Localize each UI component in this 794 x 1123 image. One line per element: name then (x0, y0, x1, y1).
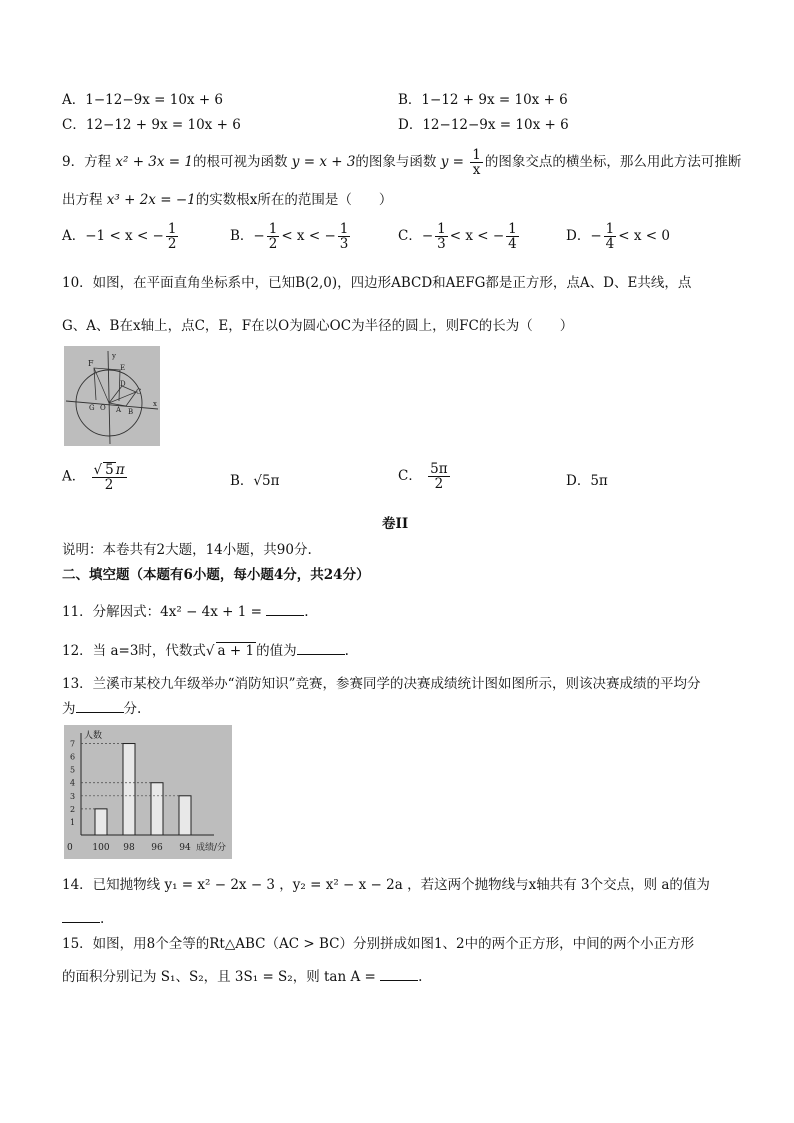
pi-symbol: π (115, 462, 125, 478)
x-tick-label: 100 (92, 843, 110, 853)
denominator: 3 (339, 236, 349, 253)
x-axis-label: 成绩/分 (196, 843, 227, 853)
numerator: 1 (508, 221, 517, 237)
y-tick-label: 4 (70, 778, 76, 788)
label-y: y (112, 352, 116, 360)
q9-option-c (398, 222, 521, 251)
fraction (604, 222, 617, 251)
q10-option-a (62, 462, 129, 492)
numerator: 1 (167, 221, 177, 237)
x-axis (66, 401, 158, 409)
option-label: A． (62, 92, 86, 108)
q9-stem: 的图象交点的横坐标，那么用此方法可推断 (484, 154, 742, 171)
option-label: C． (398, 228, 422, 245)
option-text: 1−12 + 9x = 10x + 6 (421, 92, 568, 108)
q11-text: . (304, 604, 309, 620)
label-f: F (88, 359, 94, 368)
label-x: x (153, 400, 157, 408)
q9-option-d (566, 222, 670, 251)
q8-option-b (398, 92, 568, 108)
option-text: − (421, 228, 434, 245)
q10-line2: G、A、B在x轴上，点C，E，F在以O为圆心OC为半径的圆上，则FC的长为（ ） (62, 318, 574, 334)
bar (179, 796, 191, 835)
q13-bar-chart (64, 725, 232, 859)
q10-option-d (566, 473, 608, 489)
q9-stem: 的实数根x所在的范围是（ ） (195, 192, 393, 208)
bar (95, 809, 107, 835)
q13-text: 分. (123, 701, 142, 717)
q10-geometry-figure (64, 346, 160, 446)
section-note: 说明：本卷共有2大题，14小题，共90分. (62, 542, 312, 558)
q9-stem: 的根可视为函数 (193, 154, 288, 171)
q10-option-c (398, 462, 452, 491)
q9-stem: 出方程 (62, 192, 103, 208)
y-tick-label: 7 (70, 739, 76, 749)
option-text: < x < − (281, 228, 336, 245)
y-tick-label: 2 (70, 804, 76, 814)
option-label: D． (566, 228, 591, 245)
fraction (428, 462, 449, 491)
origin-label: 0 (67, 843, 73, 853)
option-text: − (590, 228, 602, 245)
q9-stem: 的图象与函数 (355, 154, 437, 171)
denominator: 4 (508, 236, 517, 253)
q15-line1: 15．如图，用8个全等的Rt△ABC（AC > BC）分别拼成如图1、2中的两个正方形，中间的两个小正方形 (62, 936, 695, 952)
option-text: < x < − (449, 228, 505, 245)
sqrt-radicand: a + 1 (217, 643, 255, 659)
option-label: C． (62, 117, 86, 133)
section-heading: 二、填空题（本题有6小题，每小题4分，共24分） (62, 567, 370, 583)
q10-line1: 10．如图，在平面直角坐标系中，已知B(2,0)，四边形ABCD和AEFG都是正方形，点A、D、E共线，点 (62, 275, 692, 291)
option-text: 5π (590, 473, 608, 489)
option-text: < x < 0 (618, 228, 670, 245)
y-axis (108, 351, 110, 444)
option-label: D． (398, 117, 423, 133)
fraction (506, 222, 519, 251)
q14-text: . (100, 911, 105, 927)
answer-blank[interactable] (380, 968, 418, 981)
circle-squares-diagram (64, 346, 160, 446)
label-o: O (100, 404, 106, 412)
denominator: 3 (437, 236, 446, 253)
bar-chart-svg (64, 725, 232, 859)
answer-blank[interactable] (266, 603, 304, 616)
option-text: 12−12−9x = 10x + 6 (422, 117, 569, 133)
question-number: 9． (62, 154, 85, 171)
q12-text: . (344, 643, 349, 659)
label-e: E (120, 364, 126, 372)
fraction (92, 462, 127, 492)
q14-line1: 14．已知抛物线 y₁ = x² − 2x − 3 ，y₂ = x² − x − 2a ，若这两个抛物线与x轴共有 3个交点，则 a的值为 (62, 877, 710, 893)
q9-line1 (62, 148, 741, 177)
q14-line2 (62, 910, 104, 927)
bar (123, 744, 135, 835)
q12: 12．当 a=3时，代数式√ a + 1 的值为 . (62, 643, 349, 659)
option-text: √5π (253, 473, 280, 489)
fraction (166, 222, 179, 251)
option-text: 1−12−9x = 10x + 6 (85, 92, 224, 108)
q13-text: 为 (62, 701, 76, 717)
q9-equation2: y = x + 3 (291, 154, 356, 171)
numerator: 1 (472, 147, 481, 163)
square-abcd (109, 386, 136, 406)
denominator: 2 (434, 476, 444, 493)
x-tick-label: 94 (179, 843, 191, 853)
q13-line1: 13．兰溪市某校九年级举办“消防知识”竞赛，参赛同学的决赛成绩统计图如图所示，则该决赛成绩的平均分 (62, 676, 701, 692)
y-tick-label: 3 (70, 791, 76, 801)
fraction (470, 148, 483, 177)
option-label: D． (566, 473, 591, 489)
q9-stem: 方程 (84, 154, 112, 171)
x-tick-label: 98 (123, 843, 135, 853)
denominator: x (472, 162, 481, 179)
q11-text: 11．分解因式：4x² − 4x + 1 = (62, 604, 262, 620)
option-label: B． (230, 228, 254, 245)
denominator: 2 (167, 236, 177, 253)
q9-line2 (62, 192, 392, 208)
bar (151, 783, 163, 835)
answer-blank[interactable] (297, 642, 345, 655)
section-title: 卷II (382, 516, 409, 532)
option-label: C． (398, 468, 422, 485)
q9-equation3: y = (440, 154, 464, 171)
option-label: A． (62, 468, 86, 485)
answer-blank[interactable] (62, 910, 100, 923)
option-label: B． (230, 473, 254, 489)
y-axis-label: 人数 (84, 731, 103, 741)
numerator: √ 5 π (93, 462, 125, 478)
q10-option-b (230, 473, 280, 489)
q11 (62, 603, 309, 620)
q13-line2 (62, 700, 141, 717)
label-b: B (128, 408, 134, 416)
denominator: 2 (104, 477, 114, 494)
q12-text: 的值为 (256, 643, 297, 659)
y-tick-label: 6 (70, 752, 76, 762)
option-label: A． (62, 228, 86, 245)
fraction (435, 222, 448, 251)
q12-text: 12．当 a=3时，代数式 (62, 643, 206, 659)
x-tick-label: 96 (151, 843, 163, 853)
y-tick-label: 5 (70, 765, 76, 775)
fraction (338, 222, 351, 251)
q9-equation4: x³ + 2x = −1 (106, 192, 196, 208)
q8-option-a (62, 92, 223, 108)
label-g: G (89, 404, 95, 412)
numerator: 1 (339, 221, 349, 237)
option-text: 12−12 + 9x = 10x + 6 (85, 117, 241, 133)
q15-text: 的面积分别记为 S₁、S₂，且 3S₁ = S₂，则 tan A = (62, 969, 376, 985)
numerator: 1 (437, 221, 446, 237)
q9-option-a (62, 222, 180, 251)
numerator: 1 (605, 221, 615, 237)
denominator: 2 (268, 236, 278, 253)
numerator: 5π (430, 461, 448, 477)
option-label: B． (398, 92, 422, 108)
option-text: − (253, 228, 265, 245)
numerator: 1 (268, 221, 278, 237)
label-c: C (136, 388, 142, 396)
square-aefg (94, 368, 120, 401)
label-a: A (116, 406, 122, 414)
option-text: −1 < x < − (85, 228, 164, 245)
q8-option-c (62, 117, 241, 133)
q8-option-d (398, 117, 569, 133)
q15-line2 (62, 968, 422, 985)
denominator: 4 (605, 236, 615, 253)
sqrt-radicand: 5 (105, 462, 114, 478)
q9-equation1: x² + 3x = 1 (115, 154, 193, 171)
q9-option-b (230, 222, 352, 251)
fraction (267, 222, 280, 251)
label-d: D (120, 380, 126, 388)
q15-text: . (418, 969, 423, 985)
y-tick-label: 1 (70, 817, 76, 827)
answer-blank[interactable] (76, 700, 124, 713)
